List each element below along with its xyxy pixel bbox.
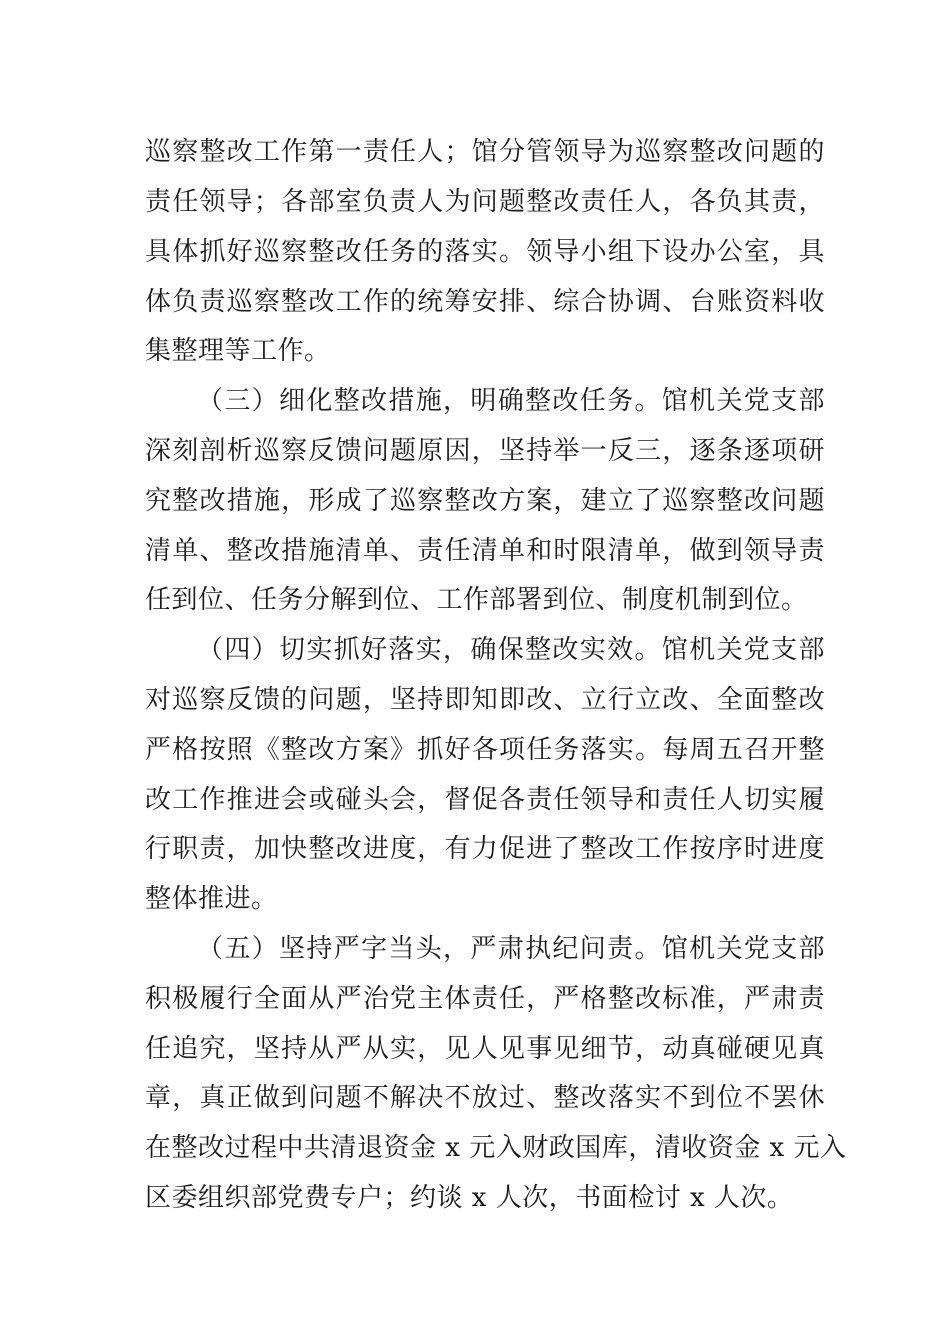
text-line: 责任领导；各部室负责人为问题整改责任人，各负其责， [145, 187, 825, 217]
paragraph-heading-line: （三）细化整改措施，明确整改任务。馆机关党支部 [197, 386, 825, 416]
text-line: 对巡察反馈的问题，坚持即知即改、立行立改、全面整改 [145, 685, 825, 715]
paragraph-heading-line: （五）坚持严字当头，严肃执纪问责。馆机关党支部 [197, 934, 825, 964]
text-line: 积极履行全面从严治党主体责任，严格整改标准，严肃责 [145, 984, 825, 1014]
text-line: 具体抓好巡察整改任务的落实。领导小组下设办公室，具 [145, 237, 825, 267]
text-line: 章，真正做到问题不解决不放过、整改落实不到位不罢休 [145, 1083, 825, 1113]
text-line: 体负责巡察整改工作的统筹安排、综合协调、台账资料收 [145, 287, 825, 317]
text-line: 严格按照《整改方案》抓好各项任务落实。每周五召开整 [145, 735, 825, 765]
text-line: 集整理等工作。 [145, 336, 331, 366]
text-line: 整体推进。 [145, 884, 278, 914]
text-line: 行职责，加快整改进度，有力促进了整改工作按序时进度 [145, 834, 825, 864]
text-line: 在整改过程中共清退资金 x 元入财政国库，清收资金 x 元入 [145, 1133, 847, 1163]
text-line: 巡察整改工作第一责任人；馆分管领导为巡察整改问题的 [145, 137, 825, 167]
text-line: 任到位、任务分解到位、工作部署到位、制度机制到位。 [145, 585, 808, 615]
text-line: 深刻剖析巡察反馈问题原因，坚持举一反三，逐条逐项研 [145, 436, 825, 466]
text-line: 究整改措施，形成了巡察整改方案，建立了巡察整改问题 [145, 486, 825, 516]
text-line: 任追究，坚持从严从实，见人见事见细节，动真碰硬见真 [145, 1034, 825, 1064]
text-line: 清单、整改措施清单、责任清单和时限清单，做到领导责 [145, 536, 825, 566]
text-line: 区委组织部党费专户；约谈 x 人次，书面检讨 x 人次。 [145, 1183, 794, 1213]
paragraph-heading-line: （四）切实抓好落实，确保整改实效。馆机关党支部 [197, 635, 825, 665]
text-line: 改工作推进会或碰头会，督促各责任领导和责任人切实履 [145, 785, 825, 815]
